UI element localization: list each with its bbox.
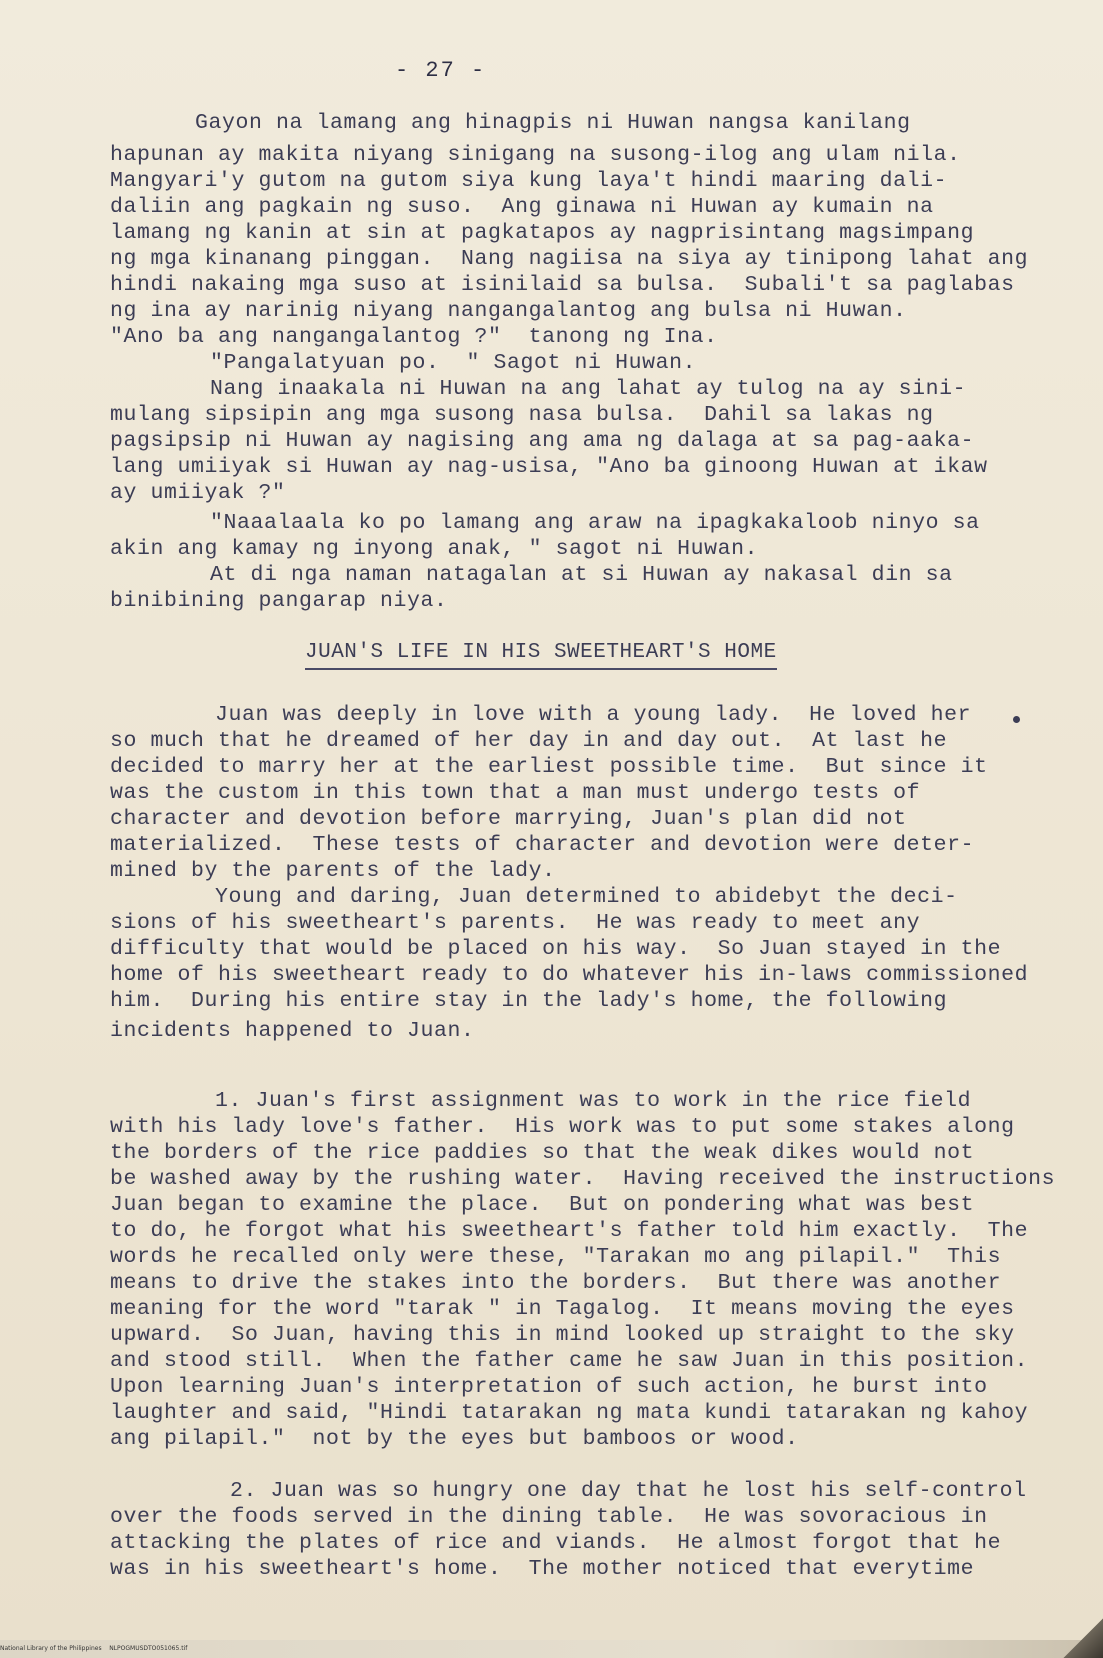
text-line: Juan began to examine the place. But on pondering what was best [110, 1193, 975, 1217]
text-line: At di nga naman natagalan at si Huwan ay nakasal din sa [210, 563, 953, 587]
text-line: 2. Juan was so hungry one day that he lost his self-control [230, 1479, 1027, 1503]
text-line: ng mga kinanang pinggan. Nang nagiisa na siya ay tinipong lahat ang [110, 247, 1029, 271]
section-heading: JUAN'S LIFE IN HIS SWEETHEART'S HOME [305, 640, 777, 670]
text-line: "Naaalaala ko po lamang ang araw na ipagkakaloob ninyo sa [210, 511, 980, 535]
text-line: incidents happened to Juan. [110, 1019, 475, 1043]
text-line: was the custom in this town that a man must undergo tests of [110, 781, 921, 805]
text-line: home of his sweetheart ready to do whatever his in-laws commissioned [110, 963, 1029, 987]
text-line: Nang inaakala ni Huwan na ang lahat ay tulog na ay sini- [210, 377, 967, 401]
text-line: means to drive the stakes into the borders. But there was another [110, 1271, 1002, 1295]
text-line: sions of his sweetheart's parents. He was ready to meet any [110, 911, 921, 935]
text-line: mined by the parents of the lady. [110, 859, 556, 883]
text-line: Young and daring, Juan determined to abidebyt the deci- [215, 885, 958, 909]
text-line: lang umiiyak si Huwan ay nag-usisa, "Ano ba ginoong Huwan at ikaw [110, 455, 988, 479]
text-line: over the foods served in the dining table. He was sovoracious in [110, 1505, 988, 1529]
text-line: hindi nakaing mga suso at isinilaid sa bulsa. Subali't sa paglabas [110, 273, 1015, 297]
text-line: daliin ang pagkain ng suso. Ang ginawa ni Huwan ay kumain na [110, 195, 934, 219]
text-line: 1. Juan's first assignment was to work in the rice field [215, 1089, 972, 1113]
text-line: attacking the plates of rice and viands. He almost forgot that he [110, 1531, 1002, 1555]
text-line: meaning for the word "tarak " in Tagalog. It means moving the eyes [110, 1297, 1015, 1321]
text-line: was in his sweetheart's home. The mother noticed that everytime [110, 1557, 975, 1581]
text-line: him. During his entire stay in the lady's home, the following [110, 989, 948, 1013]
text-line: difficulty that would be placed on his way. So Juan stayed in the [110, 937, 1002, 961]
text-line: the borders of the rice paddies so that the weak dikes would not [110, 1141, 975, 1165]
text-line: decided to marry her at the earliest possible time. But since it [110, 755, 988, 779]
text-line: lamang ng kanin at sin at pagkatapos ay nagprisintang magsimpang [110, 221, 975, 245]
text-line: "Ano ba ang nangangalantog ?" tanong ng Ina. [110, 325, 718, 349]
text-line: Mangyari'y gutom na gutom siya kung laya't hindi maaring dali- [110, 169, 948, 193]
text-line: laughter and said, "Hindi tatarakan ng mata kundi tatarakan ng kahoy [110, 1401, 1029, 1425]
text-line: and stood still. When the father came he saw Juan in this position. [110, 1349, 1029, 1373]
text-line: materialized. These tests of character and devotion were deter- [110, 833, 975, 857]
text-line: Juan was deeply in love with a young lady. He loved her [215, 703, 972, 727]
text-line: with his lady love's father. His work was to put some stakes along [110, 1115, 1015, 1139]
text-line: Gayon na lamang ang hinagpis ni Huwan nangsa kanilang [195, 111, 911, 135]
text-line: character and devotion before marrying, Juan's plan did not [110, 807, 907, 831]
text-line: ng ina ay narinig niyang nangangalantog ang bulsa ni Huwan. [110, 299, 907, 323]
page-number: - 27 - [395, 58, 487, 83]
text-line: pagsipsip ni Huwan ay nagising ang ama ng dalaga at sa pag-aaka- [110, 429, 975, 453]
text-line: so much that he dreamed of her day in and day out. At last he [110, 729, 948, 753]
text-line: binibining pangarap niya. [110, 589, 448, 613]
text-line: akin ang kamay ng inyong anak, " sagot ni Huwan. [110, 537, 759, 561]
text-line: hapunan ay makita niyang sinigang na susong-ilog ang ulam nila. [110, 143, 961, 167]
text-line: Upon learning Juan's interpretation of such action, he burst into [110, 1375, 988, 1399]
ink-dot [1013, 716, 1020, 723]
page-corner [1063, 1618, 1103, 1658]
text-line: ang pilapil." not by the eyes but bamboos or wood. [110, 1427, 799, 1451]
text-line: words he recalled only were these, "Tarakan mo ang pilapil." This [110, 1245, 1002, 1269]
scan-footer: National Library of the Philippines NLPOGMUSDTO051065.tif [0, 1645, 188, 1652]
text-line: mulang sipsipin ang mga susong nasa bulsa. Dahil sa lakas ng [110, 403, 934, 427]
text-line: upward. So Juan, having this in mind looked up straight to the sky [110, 1323, 1015, 1347]
text-line: to do, he forgot what his sweetheart's father told him exactly. The [110, 1219, 1029, 1243]
text-line: "Pangalatyuan po. " Sagot ni Huwan. [210, 351, 697, 375]
text-line: ay umiiyak ?" [110, 481, 286, 505]
text-line: be washed away by the rushing water. Having received the instructions [110, 1167, 1056, 1191]
